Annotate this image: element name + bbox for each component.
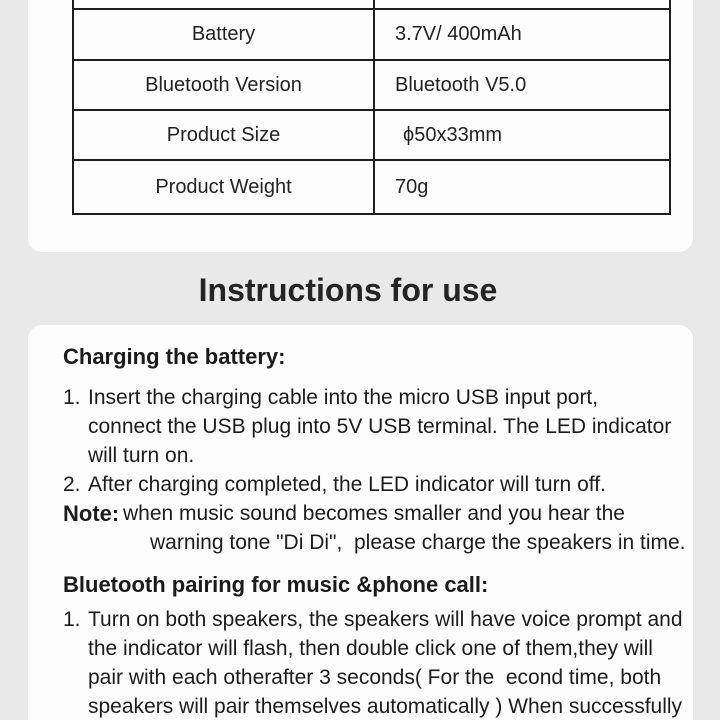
step-text	[88, 605, 683, 720]
step-number: 2.	[63, 473, 81, 496]
step-number: 1.	[63, 386, 81, 409]
spec-label-product-size: Product Size	[73, 110, 374, 160]
pairing-heading: Bluetooth pairing for music &phone call:	[63, 572, 489, 597]
step-text	[88, 383, 671, 470]
text-line: pair with each otherafter 3 seconds( For the econd time, both	[88, 666, 662, 689]
note-label: Note:	[63, 501, 120, 526]
charging-step-2	[63, 470, 671, 499]
page-title: Instructions for use	[198, 272, 498, 308]
text-line: warning tone "Di Di", please charge the speakers in time.	[150, 531, 686, 554]
spec-value-product-weight: 70g	[374, 160, 670, 214]
table-row-product-weight	[73, 160, 670, 214]
charging-step-1	[63, 383, 671, 470]
pairing-step-1	[63, 605, 683, 720]
spec-value-battery: 3.7V/ 400mAh	[374, 9, 670, 60]
text-line: when music sound becomes smaller and you hear the	[123, 502, 625, 525]
step-text	[88, 470, 606, 499]
spec-label-bluetooth-version: Bluetooth Version	[73, 60, 374, 110]
table-row-battery	[73, 9, 670, 60]
text-line: Insert the charging cable into the micro USB input port,	[88, 386, 599, 409]
spec-card	[28, 0, 693, 252]
text-line: the indicator will flash, then double click one of them,they will	[88, 637, 653, 660]
text-line: connect the USB plug into 5V USB terminal. The LED indicator	[88, 415, 672, 438]
text-line: speakers will pair themselves automatically ) When successfully	[88, 695, 683, 718]
spec-value-empty	[374, 0, 670, 9]
table-row-product-size	[73, 110, 670, 160]
table-row-partial	[73, 0, 670, 9]
spec-value-product-size: ϕ50x33mm	[374, 110, 670, 160]
note-row	[63, 499, 671, 528]
charging-note	[63, 499, 686, 557]
spec-value-bluetooth-version: Bluetooth V5.0	[374, 60, 670, 110]
instructions-card	[28, 325, 693, 720]
text-line: will turn on.	[88, 444, 195, 467]
text-line: Turn on both speakers, the speakers will have voice prompt and	[88, 608, 683, 631]
spec-table	[72, 0, 671, 215]
step-number: 1.	[63, 608, 81, 631]
table-row-bluetooth-version	[73, 60, 670, 110]
charging-heading: Charging the battery:	[63, 344, 286, 369]
spec-label-product-weight: Product Weight	[73, 160, 374, 214]
spec-label-battery: Battery	[73, 9, 374, 60]
spec-label-empty	[73, 0, 374, 9]
text-line: After charging completed, the LED indicator will turn off.	[88, 473, 606, 496]
